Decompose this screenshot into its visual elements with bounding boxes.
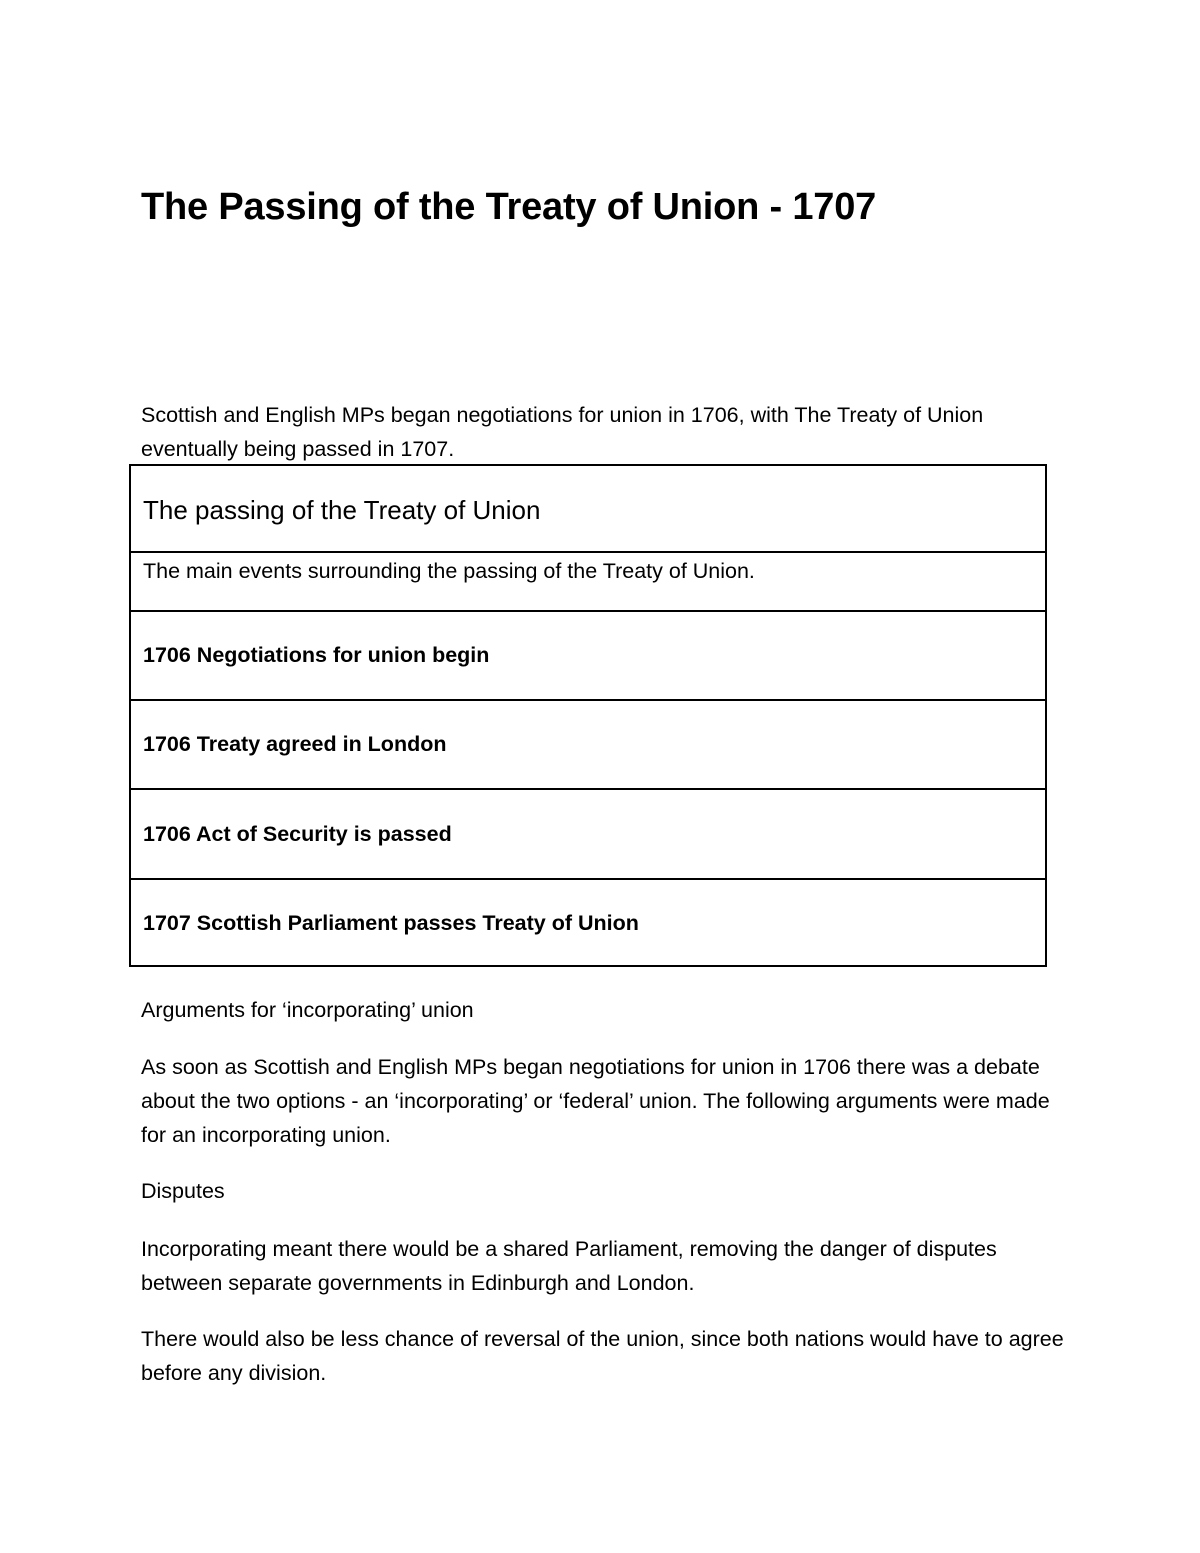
timeline-description: The main events surrounding the passing of the Treaty of Union. (131, 553, 1045, 612)
disputes-heading: Disputes (141, 1179, 225, 1203)
page-title: The Passing of the Treaty of Union - 1707 (141, 186, 877, 228)
arguments-heading: Arguments for ‘incorporating’ union (141, 998, 474, 1022)
timeline-event: 1706 Negotiations for union begin (131, 612, 1045, 701)
timeline-event: 1706 Act of Security is passed (131, 790, 1045, 880)
timeline-event: 1706 Treaty agreed in London (131, 701, 1045, 790)
timeline-event: 1707 Scottish Parliament passes Treaty of Union (143, 911, 639, 935)
arguments-intro: As soon as Scottish and English MPs began negotiations for union in 1706 there was a debate about the two options - an ‘incorporating’ or ‘federal’ union. The following arguments were made for an incorporating union. (141, 1055, 1050, 1147)
timeline-heading: The passing of the Treaty of Union (131, 466, 1045, 553)
intro-paragraph: Scottish and English MPs began negotiations for union in 1706, with The Treaty of Union eventually being passed in 1707. (141, 403, 984, 461)
disputes-paragraph-2: There would also be less chance of reversal of the union, since both nations would have to agree before any division. (141, 1327, 1064, 1385)
timeline-table (129, 464, 1047, 967)
disputes-paragraph-1: Incorporating meant there would be a shared Parliament, removing the danger of disputes between separate governments in Edinburgh and London. (141, 1237, 997, 1295)
